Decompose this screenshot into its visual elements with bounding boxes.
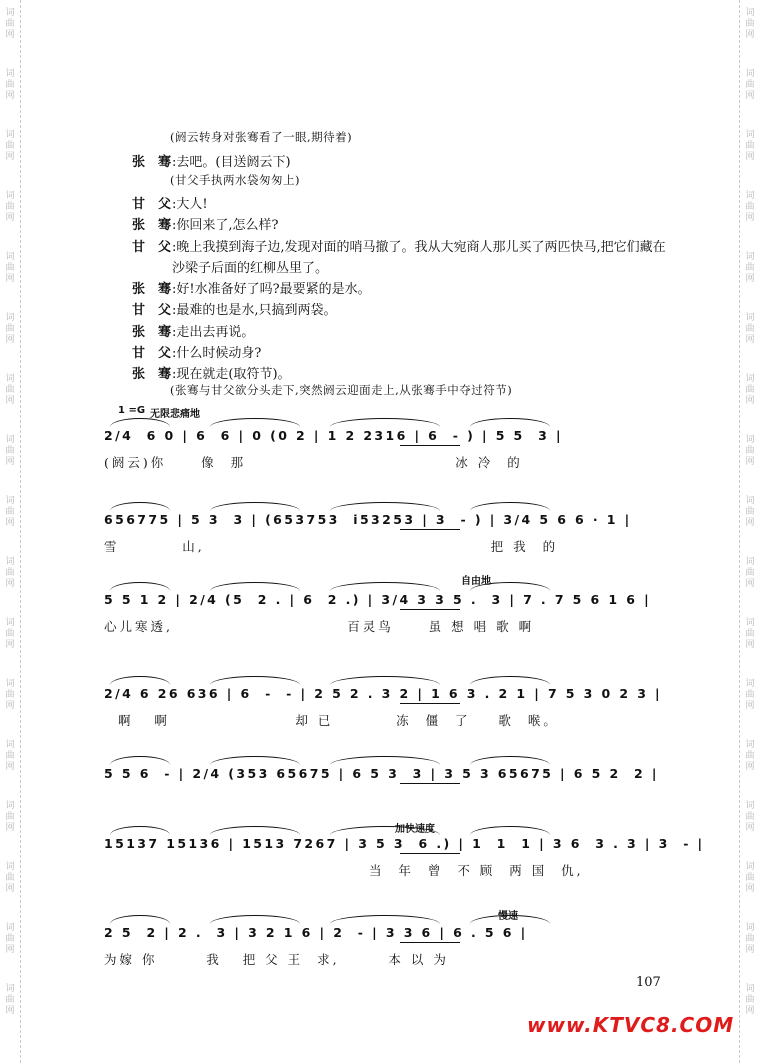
stage-direction: (张骞与甘父欲分头走下,突然阏云迎面走上,从张骞手中夺过符节) (170, 383, 513, 397)
margin-watermark-char: 曲 (5, 80, 15, 90)
slur-mark (330, 502, 440, 511)
page-number: 107 (636, 975, 661, 990)
slur-mark (470, 826, 550, 835)
key-signature: 1 =G (118, 405, 146, 416)
site-watermark: www.KTVC8.COM (527, 1013, 735, 1037)
right-cut-line (739, 0, 740, 1063)
margin-watermark (743, 496, 757, 529)
margin-watermark-char: 曲 (745, 19, 755, 29)
slur-mark (470, 502, 550, 511)
margin-watermark-char: 网 (745, 945, 755, 955)
margin-watermark-char: 词 (745, 435, 755, 445)
speech-text: :去吧。(目送阏云下) (172, 155, 291, 170)
margin-watermark-char: 网 (745, 152, 755, 162)
margin-watermark-char: 词 (745, 313, 755, 323)
margin-watermark (743, 557, 757, 590)
margin-watermark-char: 曲 (5, 385, 15, 395)
margin-watermark-char: 网 (745, 579, 755, 589)
margin-watermark-char: 网 (745, 518, 755, 528)
margin-watermark (3, 191, 17, 224)
speaker-name: 甘 父 (132, 197, 172, 212)
speaker-name: 张 骞 (132, 155, 172, 170)
score-notes-row: 2/4 6 0 | 6 6 | 0 (0 2 | 1 2 2316 | 6 - ) | 5 5 3 | (104, 428, 563, 443)
dialogue-line (132, 299, 337, 318)
margin-watermark-char: 曲 (745, 568, 755, 578)
margin-watermark-char: 词 (745, 679, 755, 689)
margin-watermark-char: 网 (5, 457, 15, 467)
stage-direction: (甘父手执两水袋匆匆上) (170, 173, 300, 187)
margin-watermark-char: 曲 (5, 873, 15, 883)
margin-watermark-char: 网 (745, 396, 755, 406)
speaker-name: 张 骞 (132, 325, 172, 340)
score-lyrics-row: 心儿寒透, 百灵鸟 虽 想 唱 歌 啊 (104, 619, 535, 634)
margin-watermark-char: 曲 (745, 690, 755, 700)
margin-watermark-char: 词 (745, 862, 755, 872)
margin-watermark-char: 词 (5, 740, 15, 750)
dialogue-line: 沙梁子后面的红柳丛里了。 (172, 261, 329, 276)
speech-text: :你回来了,怎么样? (172, 218, 279, 233)
margin-watermark-char: 网 (5, 213, 15, 223)
stage-direction: (阏云转身对张骞看了一眼,期待着) (170, 130, 353, 144)
score-notes-row: 656775 | 5 3 3 | (653753 i53253 | 3 - ) | 3/4 5 6 6 · 1 | (104, 512, 632, 527)
margin-watermark (3, 496, 17, 529)
margin-watermark-char: 词 (5, 191, 15, 201)
margin-watermark-char: 词 (745, 8, 755, 18)
margin-watermark-char: 曲 (5, 568, 15, 578)
speaker-name: 张 骞 (132, 218, 172, 233)
speaker-name: 甘 父 (132, 346, 172, 361)
margin-watermark (743, 801, 757, 834)
margin-watermark-char: 曲 (5, 141, 15, 151)
margin-watermark (3, 130, 17, 163)
margin-watermark (3, 69, 17, 102)
margin-watermark-char: 词 (5, 801, 15, 811)
margin-watermark-char: 网 (5, 762, 15, 772)
margin-watermark (743, 252, 757, 285)
beam-underline (400, 703, 460, 704)
margin-watermark (743, 618, 757, 651)
margin-watermark-char: 网 (5, 396, 15, 406)
margin-watermark (3, 313, 17, 346)
left-margin-watermarks (3, 0, 17, 1063)
dialogue-line (132, 363, 291, 382)
slur-mark (110, 915, 170, 924)
margin-watermark-char: 网 (745, 884, 755, 894)
margin-watermark-char: 网 (745, 457, 755, 467)
margin-watermark-char: 曲 (745, 324, 755, 334)
speech-text: :现在就走(取符节)。 (172, 367, 291, 382)
margin-watermark-char: 曲 (5, 690, 15, 700)
margin-watermark (743, 435, 757, 468)
margin-watermark (3, 557, 17, 590)
margin-watermark-char: 曲 (745, 263, 755, 273)
margin-watermark (3, 801, 17, 834)
margin-watermark-char: 曲 (745, 80, 755, 90)
score-lyrics-row: 雪 山, 把 我 的 (104, 539, 559, 554)
slur-mark (330, 676, 440, 685)
beam-underline (400, 853, 460, 854)
margin-watermark (743, 130, 757, 163)
score-lyrics-row: 当 年 曾 不 顾 两 国 仇, (104, 863, 584, 878)
margin-watermark-char: 词 (745, 923, 755, 933)
margin-watermark (743, 740, 757, 773)
margin-watermark (743, 313, 757, 346)
margin-watermark-char: 网 (745, 335, 755, 345)
margin-watermark-char: 网 (745, 640, 755, 650)
slur-mark (110, 582, 170, 591)
margin-watermark (3, 862, 17, 895)
slur-mark (330, 756, 440, 765)
margin-watermark-char: 词 (745, 801, 755, 811)
margin-watermark-char: 网 (5, 701, 15, 711)
margin-watermark-char: 网 (5, 30, 15, 40)
tempo-mark-slower: 慢速 (498, 911, 518, 922)
margin-watermark-char: 网 (5, 335, 15, 345)
margin-watermark-char: 词 (5, 862, 15, 872)
margin-watermark-char: 曲 (745, 812, 755, 822)
slur-mark (210, 676, 300, 685)
speaker-name: 甘 父 (132, 240, 172, 255)
margin-watermark (743, 984, 757, 1017)
speech-text: :大人! (172, 197, 208, 212)
margin-watermark-char: 曲 (5, 629, 15, 639)
left-cut-line (20, 0, 21, 1063)
margin-watermark (743, 862, 757, 895)
margin-watermark-char: 网 (5, 945, 15, 955)
margin-watermark-char: 曲 (5, 995, 15, 1005)
slur-mark (330, 915, 440, 924)
margin-watermark-char: 网 (745, 30, 755, 40)
margin-watermark-char: 网 (5, 823, 15, 833)
margin-watermark-char: 网 (5, 884, 15, 894)
speech-text: :好!水准备好了吗?最要紧的是水。 (172, 282, 371, 297)
margin-watermark-char: 词 (745, 191, 755, 201)
tempo-mark-free: 自由地 (461, 576, 491, 587)
margin-watermark-char: 曲 (745, 446, 755, 456)
dialogue-line (132, 278, 371, 297)
score-notes-row: 5 5 6 - | 2/4 (353 65675 | 6 5 3 3 | 3 5 3 65675 | 6 5 2 2 | (104, 766, 659, 781)
speaker-name: 甘 父 (132, 303, 172, 318)
score-lyrics-row: (阏云)你 像 那 冰 冷 的 (104, 455, 523, 470)
score-notes-row: 5 5 1 2 | 2/4 (5 2 . | 6 2 .) | 3/4 3 3 5 . 3 | 7 . 7 5 6 1 6 | (104, 592, 652, 607)
slur-mark (210, 502, 300, 511)
margin-watermark-char: 词 (745, 130, 755, 140)
margin-watermark-char: 词 (5, 984, 15, 994)
slur-mark (470, 418, 550, 427)
slur-mark (110, 756, 170, 765)
beam-underline (400, 783, 460, 784)
slur-mark (330, 418, 440, 427)
score-notes-row: 15137 15136 | 1513 7267 | 3 5 3 6 .) | 1 1 1 | 3 6 3 . 3 | 3 - | (104, 836, 705, 851)
margin-watermark (3, 435, 17, 468)
margin-watermark-char: 网 (745, 823, 755, 833)
slur-mark (470, 676, 550, 685)
slur-mark (210, 582, 300, 591)
speech-text: :晚上我摸到海子边,发现对面的哨马撤了。我从大宛商人那儿买了两匹快马,把它们藏在 (172, 240, 666, 255)
margin-watermark-char: 曲 (5, 751, 15, 761)
slur-mark (110, 676, 170, 685)
margin-watermark-char: 词 (5, 8, 15, 18)
margin-watermark-char: 网 (5, 274, 15, 284)
margin-watermark (743, 69, 757, 102)
margin-watermark (3, 252, 17, 285)
margin-watermark (743, 923, 757, 956)
tempo-mark-faster: 加快速度 (395, 824, 435, 835)
margin-watermark-char: 曲 (745, 751, 755, 761)
margin-watermark-char: 曲 (5, 507, 15, 517)
slur-mark (210, 418, 300, 427)
margin-watermark (743, 8, 757, 41)
score-notes-row: 2 5 2 | 2 . 3 | 3 2 1 6 | 2 - | 3 3 6 | 6 . 5 6 | (104, 925, 528, 940)
margin-watermark (3, 679, 17, 712)
margin-watermark-char: 曲 (745, 873, 755, 883)
margin-watermark-char: 网 (745, 213, 755, 223)
score-notes-row: 2/4 6 26 636 | 6 - - | 2 5 2 . 3 2 | 1 6 3 . 2 1 | 7 5 3 0 2 3 | (104, 686, 663, 701)
slur-mark (210, 756, 300, 765)
margin-watermark-char: 曲 (745, 202, 755, 212)
beam-underline (400, 609, 460, 610)
margin-watermark-char: 词 (5, 69, 15, 79)
speech-text: :最难的也是水,只搞到两袋。 (172, 303, 337, 318)
margin-watermark-char: 词 (745, 252, 755, 262)
margin-watermark-char: 曲 (5, 812, 15, 822)
margin-watermark (3, 618, 17, 651)
margin-watermark-char: 曲 (5, 446, 15, 456)
margin-watermark (743, 374, 757, 407)
slur-mark (210, 915, 300, 924)
margin-watermark-char: 曲 (745, 934, 755, 944)
margin-watermark-char: 网 (5, 640, 15, 650)
margin-watermark-char: 词 (745, 618, 755, 628)
margin-watermark (743, 679, 757, 712)
speech-text: :走出去再说。 (172, 325, 255, 340)
margin-watermark-char: 曲 (5, 202, 15, 212)
margin-watermark-char: 网 (745, 762, 755, 772)
slur-mark (210, 826, 300, 835)
margin-watermark (3, 740, 17, 773)
margin-watermark-char: 词 (745, 374, 755, 384)
dialogue-line (132, 342, 261, 361)
margin-watermark-char: 词 (5, 679, 15, 689)
margin-watermark-char: 词 (5, 374, 15, 384)
margin-watermark-char: 曲 (745, 995, 755, 1005)
margin-watermark (3, 923, 17, 956)
margin-watermark-char: 词 (5, 618, 15, 628)
beam-underline (400, 942, 460, 943)
margin-watermark-char: 词 (745, 557, 755, 567)
margin-watermark-char: 曲 (5, 263, 15, 273)
margin-watermark (3, 8, 17, 41)
margin-watermark-char: 网 (5, 579, 15, 589)
speech-text: :什么时候动身? (172, 346, 262, 361)
margin-watermark-char: 词 (5, 130, 15, 140)
margin-watermark-char: 曲 (745, 507, 755, 517)
dialogue-line (132, 151, 291, 170)
margin-watermark-char: 词 (5, 252, 15, 262)
dialogue-line (132, 214, 278, 233)
margin-watermark-char: 词 (745, 69, 755, 79)
margin-watermark-char: 曲 (745, 629, 755, 639)
margin-watermark-char: 词 (5, 496, 15, 506)
slur-mark (110, 826, 170, 835)
speaker-name: 张 骞 (132, 367, 172, 382)
margin-watermark-char: 曲 (5, 934, 15, 944)
margin-watermark (3, 374, 17, 407)
margin-watermark-char: 曲 (5, 19, 15, 29)
margin-watermark (3, 984, 17, 1017)
margin-watermark-char: 词 (5, 313, 15, 323)
score-lyrics-row: 为嫁 你 我 把 父 王 求, 本 以 为 (104, 952, 449, 967)
margin-watermark-char: 曲 (745, 385, 755, 395)
dialogue-line (132, 236, 666, 255)
margin-watermark-char: 网 (745, 274, 755, 284)
score-lyrics-row: 啊 啊 却 已 冻 僵 了 歌 喉。 (104, 713, 559, 728)
margin-watermark (743, 191, 757, 224)
right-margin-watermarks (743, 0, 757, 1063)
margin-watermark-char: 曲 (5, 324, 15, 334)
margin-watermark-char: 网 (5, 91, 15, 101)
margin-watermark-char: 曲 (745, 141, 755, 151)
slur-mark (110, 502, 170, 511)
margin-watermark-char: 网 (745, 1006, 755, 1016)
beam-underline (400, 529, 460, 530)
slur-mark (330, 582, 440, 591)
slur-mark (470, 915, 550, 924)
margin-watermark-char: 网 (5, 1006, 15, 1016)
margin-watermark-char: 网 (5, 152, 15, 162)
margin-watermark-char: 词 (5, 557, 15, 567)
speaker-name: 张 骞 (132, 282, 172, 297)
dialogue-line (132, 193, 208, 212)
margin-watermark-char: 词 (745, 984, 755, 994)
margin-watermark-char: 词 (745, 496, 755, 506)
margin-watermark-char: 网 (745, 701, 755, 711)
margin-watermark-char: 网 (5, 518, 15, 528)
margin-watermark-char: 词 (745, 740, 755, 750)
margin-watermark-char: 词 (5, 923, 15, 933)
slur-mark (470, 756, 550, 765)
dialogue-line (132, 321, 254, 340)
beam-underline (400, 445, 460, 446)
mood-marking: 无限悲痛地 (150, 409, 200, 420)
margin-watermark-char: 网 (745, 91, 755, 101)
margin-watermark-char: 词 (5, 435, 15, 445)
